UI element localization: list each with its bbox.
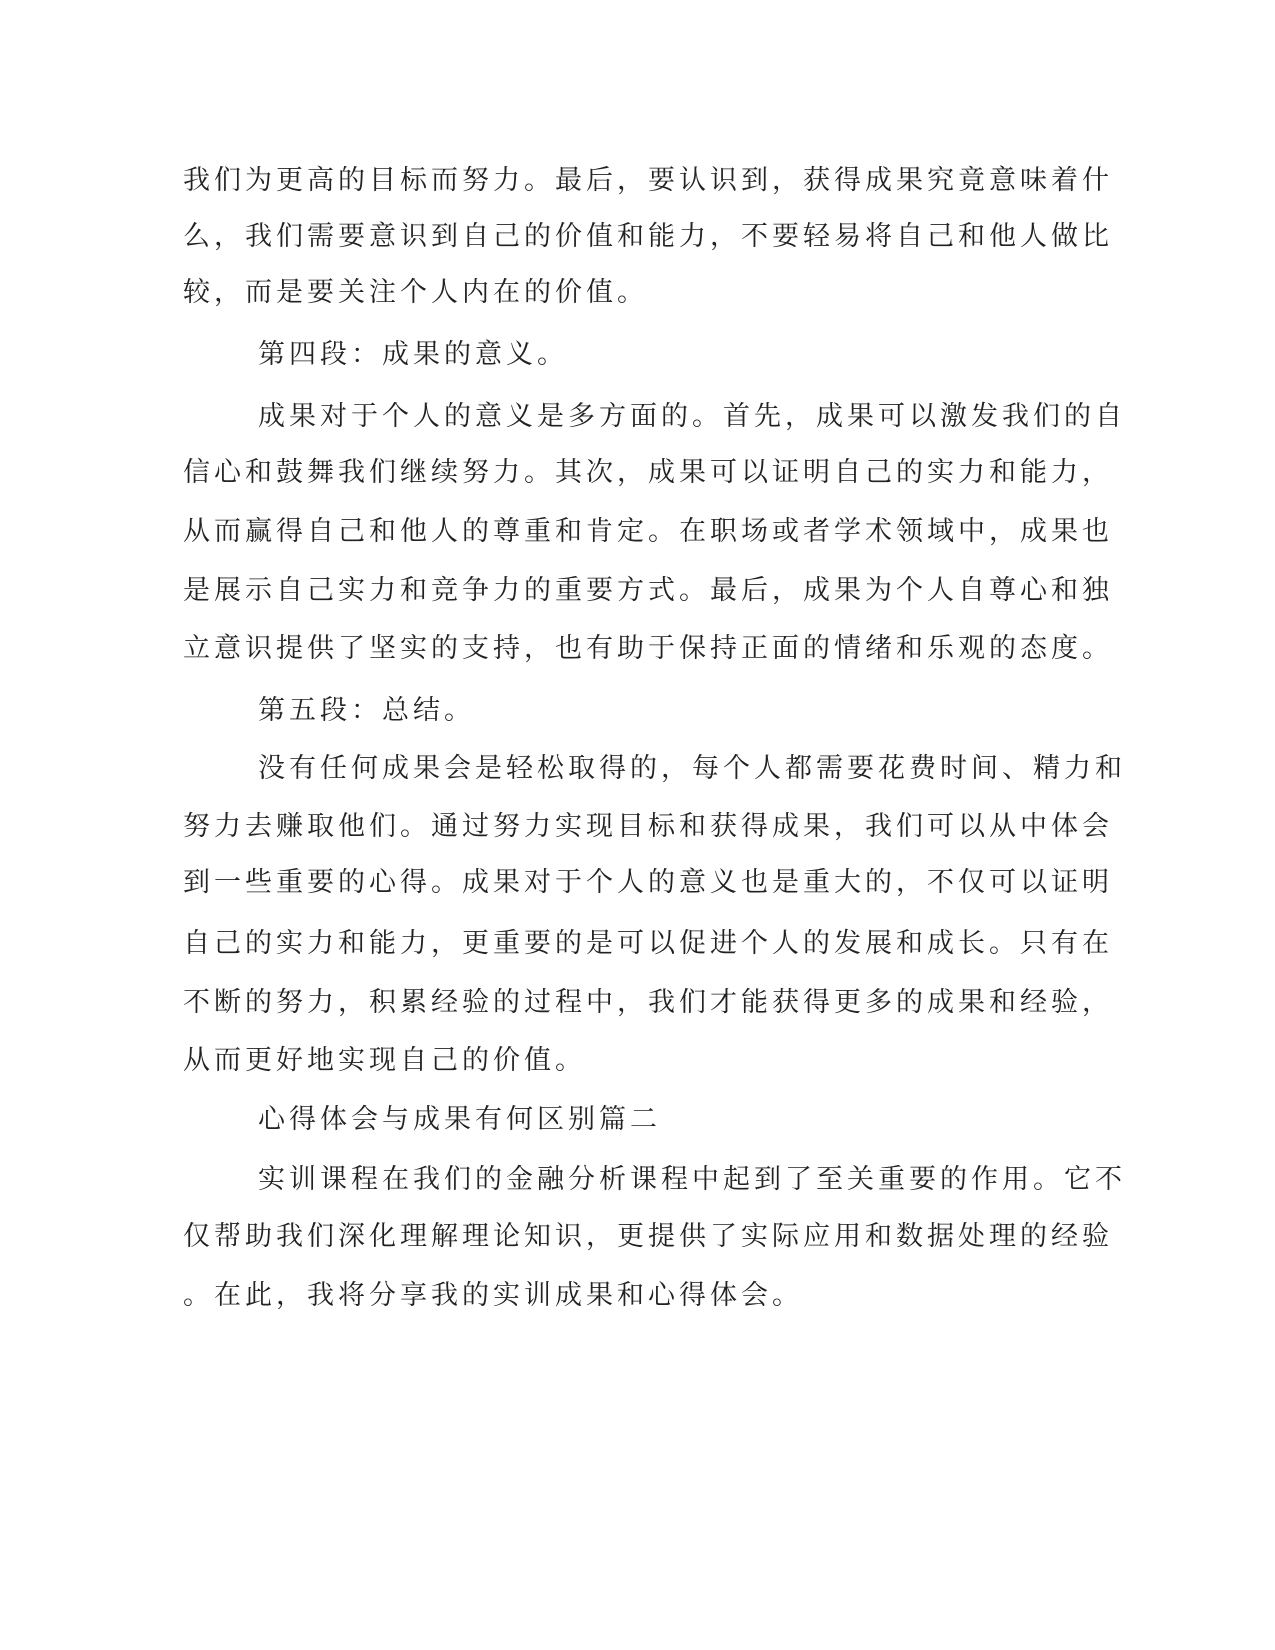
paragraph-line: 成果对于个人的意义是多方面的。首先，成果可以激发我们的自 [258, 401, 1126, 432]
paragraph-line: 我们为更高的目标而努力。最后，要认识到，获得成果究竟意味着什 [183, 165, 1113, 196]
paragraph-line: 自己的实力和能力，更重要的是可以促进个人的发展和成长。只有在 [183, 928, 1113, 959]
paragraph-line: 么，我们需要意识到自己的价值和能力，不要轻易将自己和他人做比 [183, 221, 1113, 252]
paragraph-line: 较，而是要关注个人内在的价值。 [183, 277, 648, 308]
paragraph-line: 立意识提供了坚实的支持，也有助于保持正面的情绪和乐观的态度。 [183, 633, 1113, 664]
section-heading: 第五段：总结。 [258, 695, 475, 726]
paragraph-line: 。在此，我将分享我的实训成果和心得体会。 [183, 1280, 803, 1311]
paragraph-line: 不断的努力，积累经验的过程中，我们才能获得更多的成果和经验， [183, 987, 1113, 1018]
paragraph-line: 实训课程在我们的金融分析课程中起到了至关重要的作用。它不 [258, 1164, 1126, 1195]
paragraph-line: 到一些重要的心得。成果对于个人的意义也是重大的，不仅可以证明 [183, 867, 1113, 898]
paragraph-line: 信心和鼓舞我们继续努力。其次，成果可以证明自己的实力和能力， [183, 457, 1113, 488]
paragraph-line: 从而赢得自己和他人的尊重和肯定。在职场或者学术领域中，成果也 [183, 516, 1113, 547]
paragraph-line: 是展示自己实力和竞争力的重要方式。最后，成果为个人自尊心和独 [183, 575, 1113, 606]
paragraph-line: 努力去赚取他们。通过努力实现目标和获得成果，我们可以从中体会 [183, 811, 1113, 842]
section-heading: 心得体会与成果有何区别篇二 [258, 1104, 661, 1135]
paragraph-line: 没有任何成果会是轻松取得的，每个人都需要花费时间、精力和 [258, 753, 1126, 784]
section-heading: 第四段：成果的意义。 [258, 339, 568, 370]
paragraph-line: 从而更好地实现自己的价值。 [183, 1045, 586, 1076]
paragraph-line: 仅帮助我们深化理解理论知识，更提供了实际应用和数据处理的经验 [183, 1221, 1113, 1252]
